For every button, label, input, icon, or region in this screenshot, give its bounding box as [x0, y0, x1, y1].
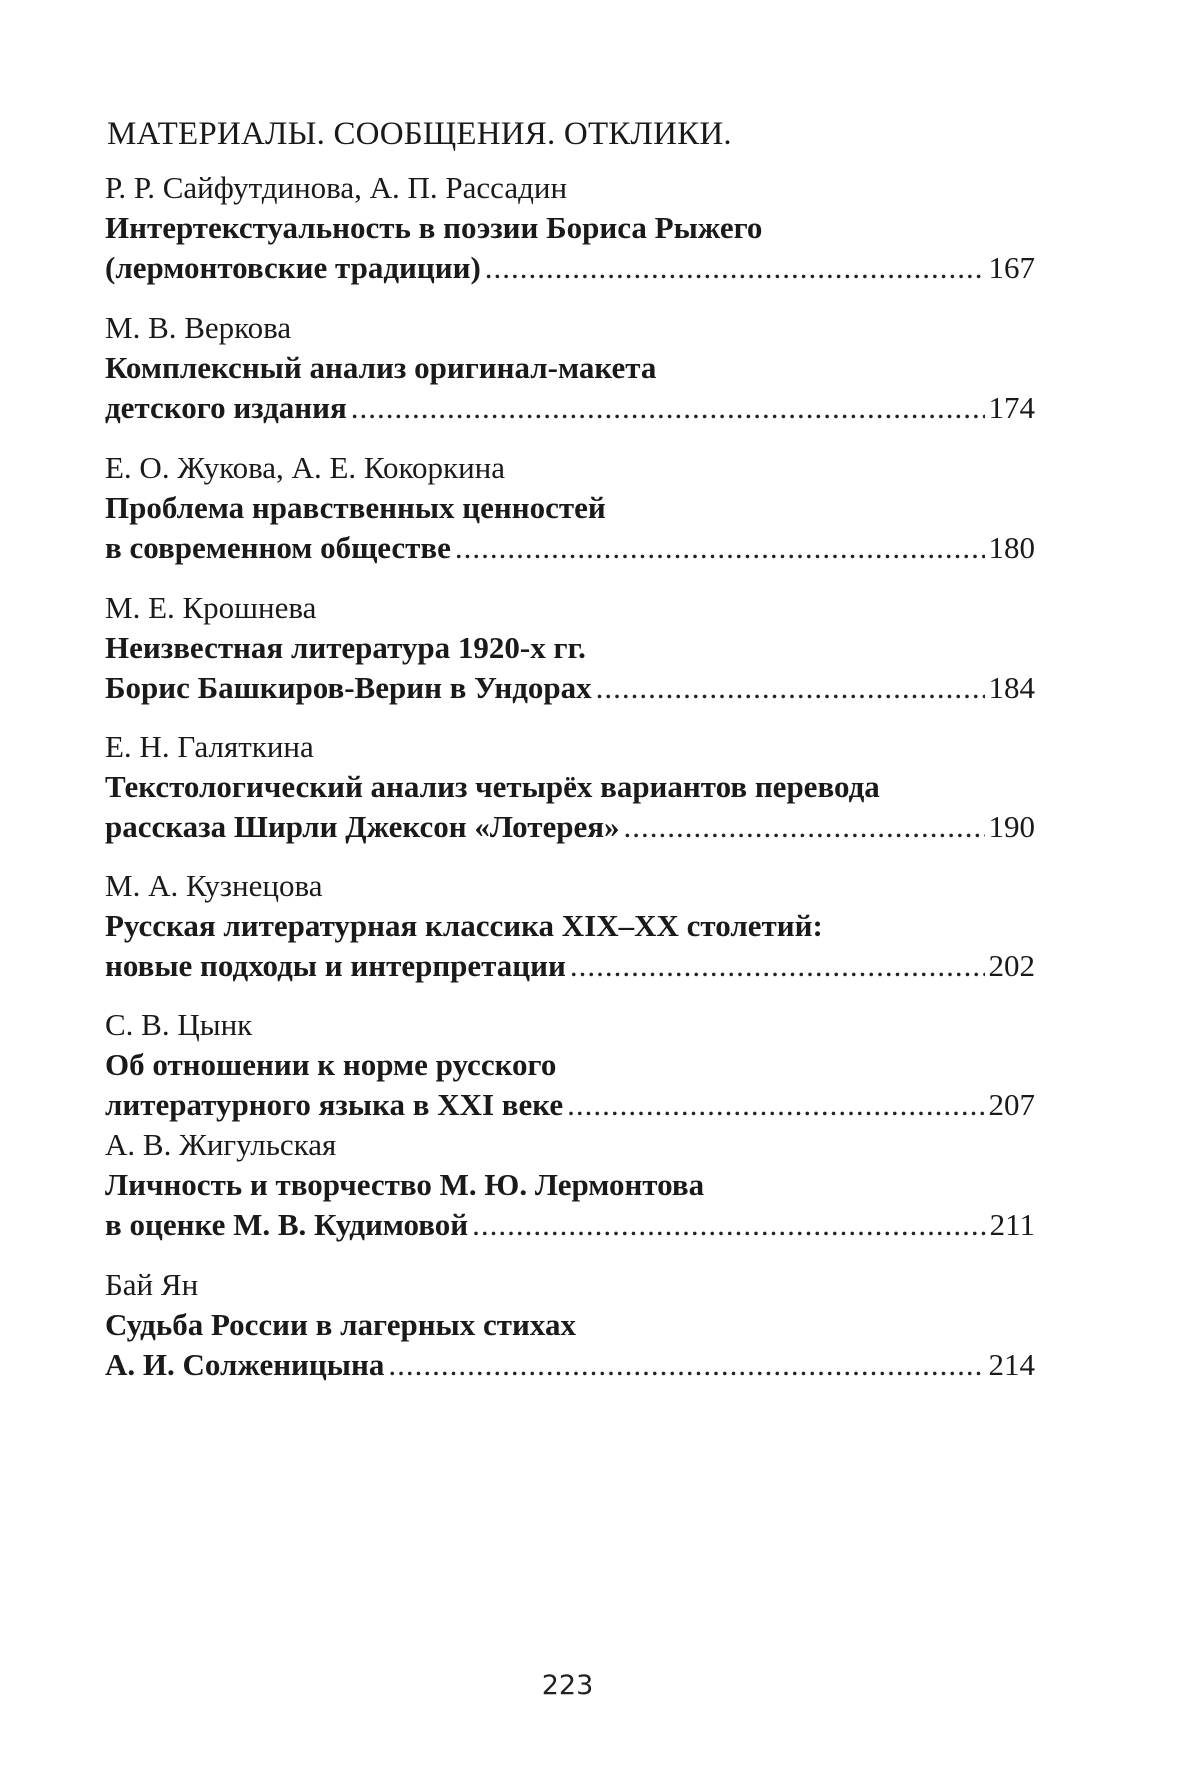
entry-page-ref: 174	[988, 390, 1035, 425]
entry-title-end: А. И. Солженицына	[105, 1347, 385, 1382]
entry-page-ref: 211	[989, 1207, 1035, 1242]
entry-title-line: Проблема нравственных ценностей	[105, 490, 606, 525]
entry-title-end: в современном обществе	[105, 530, 451, 565]
entry-last-line	[105, 946, 1035, 986]
entry-author: С. В. Цынк	[105, 1007, 253, 1042]
entry-title-line: Комплексный анализ оригинал-макета	[105, 350, 657, 385]
dot-leader	[567, 1085, 984, 1125]
dot-leader	[472, 1205, 986, 1245]
entry-title-end: детского издания	[105, 390, 347, 425]
entry-title-end: новые подходы и интерпретации	[105, 948, 566, 983]
entry-page-ref: 190	[988, 809, 1035, 844]
entry-last-line	[105, 1205, 1035, 1245]
entry-title-line: Русская литературная классика XIX–XX столетий:	[105, 908, 823, 943]
page-number: 223	[541, 1670, 594, 1701]
entry-title-line: Текстологический анализ четырёх вариантов перевода	[105, 769, 880, 804]
toc-entry	[105, 866, 1035, 986]
entry-title-end: в оценке М. В. Кудимовой	[105, 1207, 469, 1242]
dot-leader	[388, 1345, 984, 1385]
entry-title-end: Борис Башкиров-Верин в Ундорах	[105, 670, 592, 705]
entry-page-ref: 180	[988, 530, 1035, 565]
entry-page-ref: 167	[988, 250, 1035, 285]
toc-entry	[105, 1005, 1035, 1125]
entry-title-end: (лермонтовские традиции)	[105, 250, 481, 285]
entry-author: М. Е. Крошнева	[105, 590, 317, 625]
dot-leader	[485, 248, 985, 288]
entry-last-line	[105, 1345, 1035, 1385]
entry-last-line	[105, 528, 1035, 568]
entry-title-line: Личность и творчество М. Ю. Лермонтова	[105, 1167, 705, 1202]
toc-entry	[105, 308, 1035, 428]
entry-page-ref: 202	[988, 948, 1035, 983]
entry-last-line	[105, 668, 1035, 708]
entry-author: А. В. Жигульская	[105, 1127, 337, 1162]
entry-last-line	[105, 388, 1035, 428]
entry-page-ref: 184	[988, 670, 1035, 705]
toc-entry	[105, 1125, 1035, 1245]
dot-leader	[351, 388, 985, 428]
entry-author: М. А. Кузнецова	[105, 868, 323, 903]
entry-author: Е. Н. Галяткина	[105, 729, 314, 764]
entry-title-end: литературного языка в XXI веке	[105, 1087, 564, 1122]
toc-entry	[105, 448, 1035, 568]
entry-title-line: Неизвестная литература 1920-х гг.	[105, 630, 586, 665]
entry-last-line	[105, 248, 1035, 288]
entry-last-line	[105, 807, 1035, 847]
entry-last-line	[105, 1085, 1035, 1125]
entry-title-line: Интертекстуальность в поэзии Бориса Рыжего	[105, 210, 763, 245]
entry-title-line: Судьба России в лагерных стихах	[105, 1307, 576, 1342]
toc-entry	[105, 727, 1035, 847]
toc-entry	[105, 168, 1035, 288]
dot-leader	[455, 528, 985, 568]
toc-entry	[105, 1265, 1035, 1385]
entry-author: М. В. Веркова	[105, 310, 292, 345]
dot-leader	[596, 668, 985, 708]
entry-author: Р. Р. Сайфутдинова, А. П. Рассадин	[105, 170, 568, 205]
dot-leader	[570, 946, 985, 986]
toc-entry	[105, 588, 1035, 708]
entry-page-ref: 214	[988, 1347, 1035, 1382]
section-title: МАТЕРИАЛЫ. СООБЩЕНИЯ. ОТКЛИКИ.	[107, 116, 732, 152]
entry-title-line: Об отношении к норме русского	[105, 1047, 557, 1082]
entry-author: Бай Ян	[105, 1267, 199, 1302]
entry-title-end: рассказа Ширли Джексон «Лотерея»	[105, 809, 620, 844]
entry-page-ref: 207	[988, 1087, 1035, 1122]
dot-leader	[624, 807, 985, 847]
entry-author: Е. О. Жукова, А. Е. Кокоркина	[105, 450, 506, 485]
